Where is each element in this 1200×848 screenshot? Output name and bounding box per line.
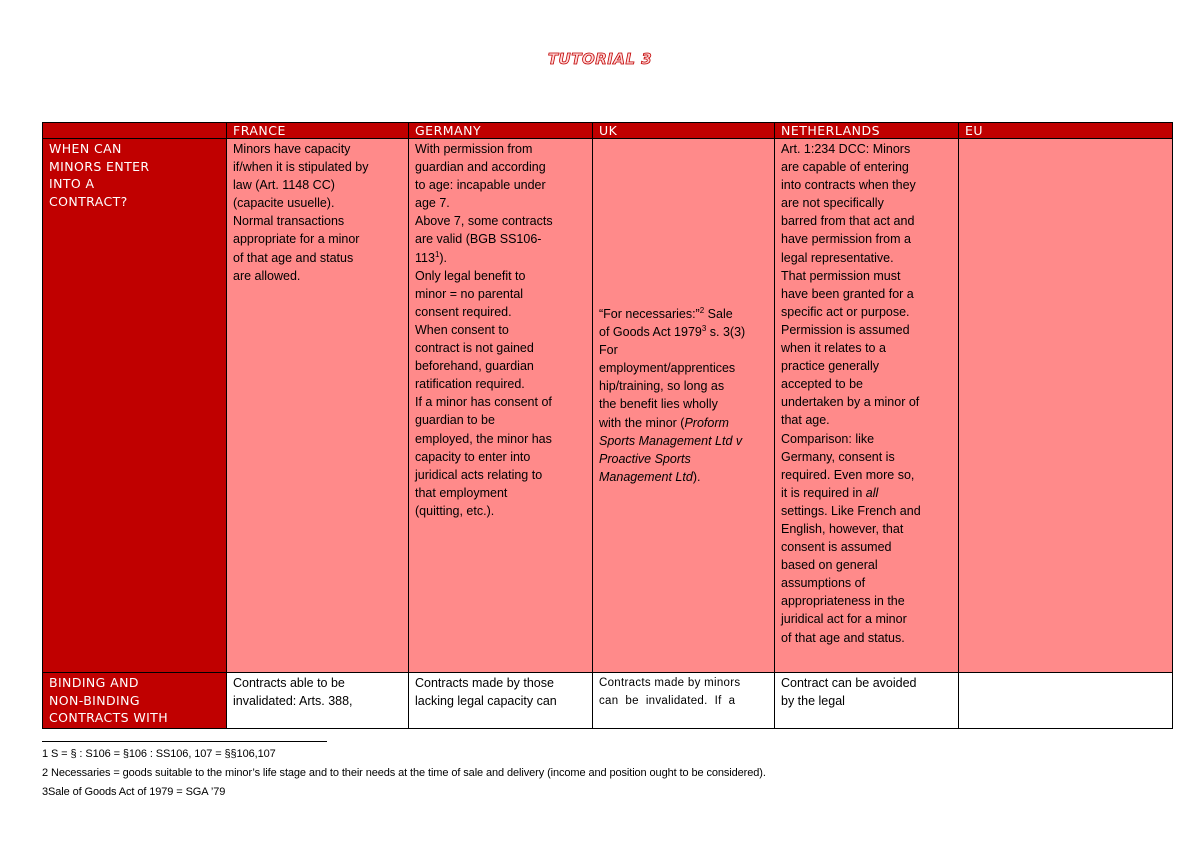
- text-line: [415, 249, 588, 267]
- text-line: are capable of entering: [781, 160, 909, 175]
- text-line: Minors have capacity: [233, 142, 351, 156]
- text-line: have been granted for a: [781, 286, 914, 301]
- footnotes: [42, 745, 766, 802]
- text-line: beforehand, guardian: [415, 359, 534, 374]
- text-line: Contracts made by minors: [599, 677, 741, 689]
- text-line: [599, 305, 770, 323]
- case-name: Management Ltd: [599, 469, 693, 484]
- text-line: that employment: [415, 485, 508, 500]
- case-name: Proactive Sports: [599, 451, 691, 466]
- cell-france-binding: [227, 673, 409, 729]
- text-line: legal representative.: [781, 250, 894, 265]
- text-line: of that age and status.: [781, 630, 905, 645]
- text-line: juridical act for a minor: [781, 612, 907, 627]
- text-line: guardian to be: [415, 413, 495, 428]
- row-heading-line: CONTRACTS WITH: [49, 710, 169, 725]
- text-line: if/when it is stipulated by: [233, 160, 369, 175]
- cell-eu-minors: [959, 139, 1173, 673]
- footnote-2: 2 Necessaries = goods suitable to the minor’s life stage and to their needs at the time of sale and delivery (income and position ought to be considered).: [42, 767, 766, 779]
- text-line: employment/apprentices: [599, 361, 736, 376]
- text-line: juridical acts relating to: [415, 467, 543, 482]
- header-germany: GERMANY: [409, 123, 593, 139]
- header-france: FRANCE: [227, 123, 409, 139]
- text-line: hip/training, so long as: [599, 379, 725, 394]
- text-line: Germany, consent is: [781, 449, 895, 464]
- cell-germany-binding: [409, 673, 593, 729]
- header-netherlands: NETHERLANDS: [775, 123, 959, 139]
- header-row: [43, 123, 1173, 139]
- text-line: (quitting, etc.).: [415, 503, 495, 518]
- header-empty-cell: [43, 123, 227, 139]
- text-line: Permission is assumed: [781, 322, 910, 337]
- text-fragment: it is required in: [781, 485, 866, 500]
- text-line: guardian and according: [415, 160, 546, 175]
- text-line: when it relates to a: [781, 341, 886, 356]
- row-heading-line: BINDING AND: [49, 675, 139, 690]
- footnote-ref[interactable]: 1: [434, 249, 440, 259]
- text-line: [599, 414, 770, 432]
- footnote-ref[interactable]: 3: [701, 323, 707, 333]
- uk-text-block: [599, 305, 770, 486]
- text-line: lacking legal capacity can: [415, 694, 557, 709]
- text-line: capacity to enter into: [415, 449, 531, 464]
- text-line: invalidated: Arts. 388,: [233, 694, 353, 709]
- row-heading-line: MINORS ENTER: [49, 158, 150, 174]
- footnote-1: 1 S = § : S106 = §106 : SS106, 107 = §§106,107: [42, 748, 276, 760]
- text-line: to age: incapable under: [415, 178, 546, 193]
- text-line: employed, the minor has: [415, 431, 552, 446]
- text-line: Contracts able to be: [233, 676, 345, 690]
- table-row-binding-contracts: [43, 673, 1173, 729]
- text-line: practice generally: [781, 359, 879, 374]
- text-line: law (Art. 1148 CC): [233, 178, 335, 193]
- text-line: Art. 1:234 DCC: Minors: [781, 142, 911, 156]
- cell-france-minors: [227, 139, 409, 673]
- footnote-ref[interactable]: 2: [699, 305, 705, 315]
- text-line: required. Even more so,: [781, 467, 915, 482]
- text-line: specific act or purpose.: [781, 304, 910, 319]
- text-line: contract is not gained: [415, 341, 534, 356]
- case-name: Proform: [684, 415, 729, 430]
- row-heading-line: INTO A: [49, 176, 95, 191]
- text-line: barred from that act and: [781, 214, 915, 229]
- emphasis: all: [865, 485, 879, 500]
- page-title: TUTORIAL 3: [547, 50, 653, 68]
- text-line: have permission from a: [781, 232, 911, 247]
- text-line: consent is assumed: [781, 540, 892, 555]
- text-fragment: ).: [439, 250, 448, 265]
- cell-uk-minors: [593, 139, 775, 673]
- cell-eu-binding: [959, 673, 1173, 729]
- footnote-separator: [42, 741, 327, 742]
- row-heading-binding-contracts: [43, 673, 227, 729]
- case-name: Sports Management Ltd v: [599, 433, 743, 448]
- text-line: appropriate for a minor: [233, 232, 360, 247]
- text-line: can be invalidated. If a: [599, 695, 736, 708]
- cell-germany-minors: [409, 139, 593, 673]
- cell-netherlands-minors: [775, 139, 959, 673]
- text-line: [599, 432, 770, 450]
- text-line: that age.: [781, 413, 830, 428]
- row-heading-line: NON-BINDING: [49, 692, 140, 708]
- text-line: appropriateness in the: [781, 594, 905, 609]
- header-uk: UK: [593, 123, 775, 139]
- text-line: That permission must: [781, 268, 901, 283]
- text-fragment: ).: [692, 469, 701, 484]
- text-line: are valid (BGB SS106-: [415, 232, 542, 247]
- text-line: undertaken by a minor of: [781, 395, 920, 410]
- text-line: by the legal: [781, 694, 845, 709]
- footnote-3: 3Sale of Goods Act of 1979 = SGA ’79: [42, 786, 226, 798]
- header-eu: EU: [959, 123, 1173, 139]
- text-line: Comparison: like: [781, 431, 875, 446]
- text-line: Contracts made by those: [415, 676, 554, 690]
- text-line: the benefit lies wholly: [599, 397, 718, 412]
- row-heading-line: WHEN CAN: [49, 141, 122, 156]
- text-fragment: 113: [415, 250, 435, 265]
- text-fragment: “For necessaries:”: [599, 307, 700, 321]
- text-line: into contracts when they: [781, 178, 916, 193]
- text-line: [599, 323, 770, 341]
- text-line: Above 7, some contracts: [415, 214, 553, 229]
- text-line: age 7.: [415, 196, 450, 211]
- text-line: When consent to: [415, 322, 509, 337]
- text-line: consent required.: [415, 304, 512, 319]
- text-line: are allowed.: [233, 268, 301, 283]
- text-line: For: [599, 343, 618, 358]
- text-line: With permission from: [415, 142, 533, 156]
- text-line: Contract can be avoided: [781, 676, 917, 690]
- text-line: (capacite usuelle).: [233, 196, 335, 211]
- text-fragment: Sale: [704, 307, 733, 321]
- text-fragment: s. 3(3): [706, 325, 746, 340]
- text-line: [599, 468, 770, 486]
- text-line: are not specifically: [781, 196, 884, 211]
- text-line: Only legal benefit to: [415, 268, 526, 283]
- text-line: [781, 484, 954, 502]
- text-line: based on general: [781, 558, 878, 573]
- table-row-when-can-minors: [43, 139, 1173, 673]
- text-fragment: of Goods Act 1979: [599, 325, 702, 340]
- text-line: ratification required.: [415, 377, 525, 392]
- cell-netherlands-binding: [775, 673, 959, 729]
- cell-uk-binding: [593, 673, 775, 729]
- row-heading-line: CONTRACT?: [49, 193, 128, 209]
- text-line: accepted to be: [781, 377, 864, 392]
- text-line: Normal transactions: [233, 214, 345, 229]
- text-line: of that age and status: [233, 250, 354, 265]
- text-line: [599, 450, 770, 468]
- text-fragment: with the minor (: [599, 415, 685, 430]
- text-line: English, however, that: [781, 521, 904, 536]
- text-line: minor = no parental: [415, 286, 524, 301]
- row-heading-when-can-minors: [43, 139, 227, 673]
- comparison-table: [42, 122, 1173, 729]
- text-line: assumptions of: [781, 576, 866, 591]
- text-line: settings. Like French and: [781, 503, 921, 518]
- text-line: If a minor has consent of: [415, 395, 552, 410]
